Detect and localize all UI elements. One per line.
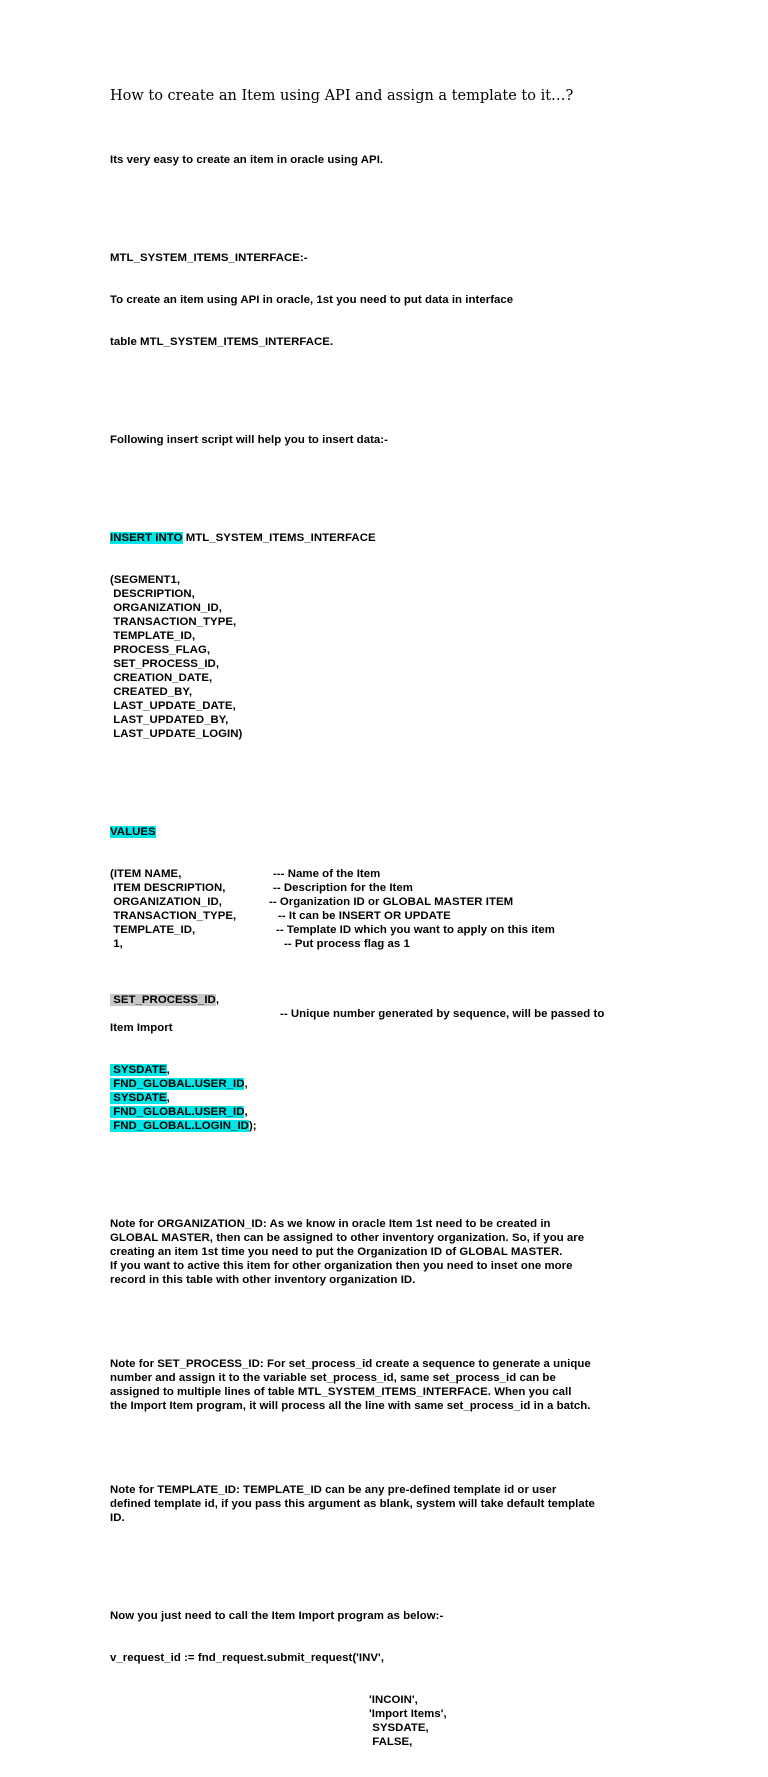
insert-column: DESCRIPTION, bbox=[110, 588, 195, 600]
values-keyword: VALUES bbox=[110, 826, 156, 838]
insert-statement bbox=[110, 531, 670, 545]
note-line: Note for SET_PROCESS_ID: For set_process_id create a sequence to generate a unique bbox=[110, 1358, 591, 1370]
note-organization-id bbox=[110, 1217, 670, 1287]
values-row-comment: -- Organization ID or GLOBAL MASTER ITEM bbox=[269, 896, 514, 908]
set-process-comment: -- Unique number generated by sequence, will be passed to bbox=[280, 1008, 605, 1020]
insert-intro: Following insert script will help you to insert data:- bbox=[110, 434, 388, 446]
call-argument: SYSDATE, bbox=[369, 1722, 429, 1734]
values-row-value: 1, bbox=[110, 938, 123, 950]
note-template-id bbox=[110, 1483, 670, 1525]
note-line: number and assign it to the variable set_process_id, same set_process_id can be bbox=[110, 1372, 556, 1384]
values-row-value: TRANSACTION_TYPE, bbox=[110, 910, 237, 922]
interface-line-2: table MTL_SYSTEM_ITEMS_INTERFACE. bbox=[110, 336, 334, 348]
note-line: If you want to active this item for other organization then you need to inset one more bbox=[110, 1260, 573, 1272]
call-intro: Now you just need to call the Item Import program as below:- bbox=[110, 1610, 444, 1622]
values-tail-suffix: , bbox=[166, 1092, 170, 1104]
insert-keyword: INSERT INTO bbox=[110, 532, 183, 544]
values-tail-row bbox=[110, 1105, 670, 1119]
note-line: the Import Item program, it will process all the line with same set_process_id in a batch. bbox=[110, 1400, 591, 1412]
page-title: How to create an Item using API and assign a template to it…? bbox=[110, 88, 574, 104]
intro-text: Its very easy to create an item in oracle using API. bbox=[110, 154, 384, 166]
interface-line-1: To create an item using API in oracle, 1st you need to put data in interface bbox=[110, 294, 514, 306]
note-line: Note for ORGANIZATION_ID: As we know in oracle Item 1st need to be created in bbox=[110, 1218, 551, 1230]
values-row bbox=[110, 909, 670, 923]
insert-column: CREATION_DATE, bbox=[110, 672, 213, 684]
note-line: defined template id, if you pass this argument as blank, system will take default template bbox=[110, 1498, 595, 1510]
call-argument: 'Import Items', bbox=[369, 1708, 447, 1720]
values-row-comment: -- Put process flag as 1 bbox=[284, 938, 410, 950]
insert-column: TEMPLATE_ID, bbox=[110, 630, 196, 642]
values-tail-suffix: , bbox=[244, 1106, 248, 1118]
insert-column: TRANSACTION_TYPE, bbox=[110, 616, 237, 628]
insert-column: PROCESS_FLAG, bbox=[110, 644, 211, 656]
values-tail-suffix: ); bbox=[248, 1120, 257, 1132]
note-line: record in this table with other inventory organization ID. bbox=[110, 1274, 416, 1286]
values-tail-value: FND_GLOBAL.USER_ID bbox=[110, 1078, 245, 1090]
values-rows bbox=[110, 867, 670, 951]
values-row-value: (ITEM NAME, bbox=[110, 868, 182, 880]
document-body bbox=[110, 125, 670, 1777]
call-argument: FALSE, bbox=[369, 1736, 413, 1748]
values-row bbox=[110, 881, 670, 895]
values-tail-suffix: , bbox=[166, 1064, 170, 1076]
insert-column: (SEGMENT1, bbox=[110, 574, 181, 586]
values-tail-value: SYSDATE bbox=[110, 1064, 167, 1076]
values-row bbox=[110, 895, 670, 909]
values-tail-row bbox=[110, 1063, 670, 1077]
document-page bbox=[110, 86, 670, 1777]
insert-table: MTL_SYSTEM_ITEMS_INTERFACE bbox=[182, 532, 376, 544]
values-tail-value: FND_GLOBAL.USER_ID bbox=[110, 1106, 245, 1118]
values-line bbox=[110, 825, 670, 839]
values-row-value: TEMPLATE_ID, bbox=[110, 924, 196, 936]
values-row bbox=[110, 867, 670, 881]
set-process-id-highlight: SET_PROCESS_ID bbox=[110, 994, 216, 1006]
call-first-line: v_request_id := fnd_request.submit_request('INV', bbox=[110, 1652, 385, 1664]
insert-column: LAST_UPDATE_LOGIN) bbox=[110, 728, 243, 740]
note-line: Note for TEMPLATE_ID: TEMPLATE_ID can be any pre-defined template id or user bbox=[110, 1484, 557, 1496]
values-row-comment: -- Description for the Item bbox=[273, 882, 413, 894]
values-row bbox=[110, 923, 670, 937]
insert-column: CREATED_BY, bbox=[110, 686, 193, 698]
set-process-row: SET_PROCESS_ID, -- Unique number generated by sequence, will be passed to bbox=[110, 994, 605, 1020]
insert-column: LAST_UPDATED_BY, bbox=[110, 714, 229, 726]
values-row-value: ORGANIZATION_ID, bbox=[110, 896, 223, 908]
values-tail-row bbox=[110, 1077, 670, 1091]
insert-columns bbox=[110, 573, 670, 741]
values-tail-row bbox=[110, 1119, 670, 1133]
interface-heading: MTL_SYSTEM_ITEMS_INTERFACE:- bbox=[110, 252, 308, 264]
values-tail-value: SYSDATE bbox=[110, 1092, 167, 1104]
values-row-value: ITEM DESCRIPTION, bbox=[110, 882, 226, 894]
insert-column: LAST_UPDATE_DATE, bbox=[110, 700, 236, 712]
call-arguments bbox=[110, 1693, 670, 1749]
note-line: assigned to multiple lines of table MTL_SYSTEM_ITEMS_INTERFACE. When you call bbox=[110, 1386, 572, 1398]
call-argument: 'INCOIN', bbox=[369, 1694, 418, 1706]
insert-column: ORGANIZATION_ID, bbox=[110, 602, 223, 614]
values-tail-row bbox=[110, 1091, 670, 1105]
note-line: GLOBAL MASTER, then can be assigned to other inventory organization. So, if you are bbox=[110, 1232, 585, 1244]
values-tail-suffix: , bbox=[244, 1078, 248, 1090]
set-process-continuation: Item Import bbox=[110, 1022, 173, 1034]
note-line: creating an item 1st time you need to put the Organization ID of GLOBAL MASTER. bbox=[110, 1246, 563, 1258]
note-set-process-id bbox=[110, 1357, 670, 1413]
values-row-comment: -- It can be INSERT OR UPDATE bbox=[278, 910, 451, 922]
values-tail-value: FND_GLOBAL.LOGIN_ID bbox=[110, 1120, 249, 1132]
values-row-comment: --- Name of the Item bbox=[273, 868, 381, 880]
values-row-comment: -- Template ID which you want to apply on this item bbox=[276, 924, 555, 936]
insert-column: SET_PROCESS_ID, bbox=[110, 658, 220, 670]
values-row bbox=[110, 937, 670, 951]
note-line: ID. bbox=[110, 1512, 125, 1524]
values-tail bbox=[110, 1063, 670, 1133]
